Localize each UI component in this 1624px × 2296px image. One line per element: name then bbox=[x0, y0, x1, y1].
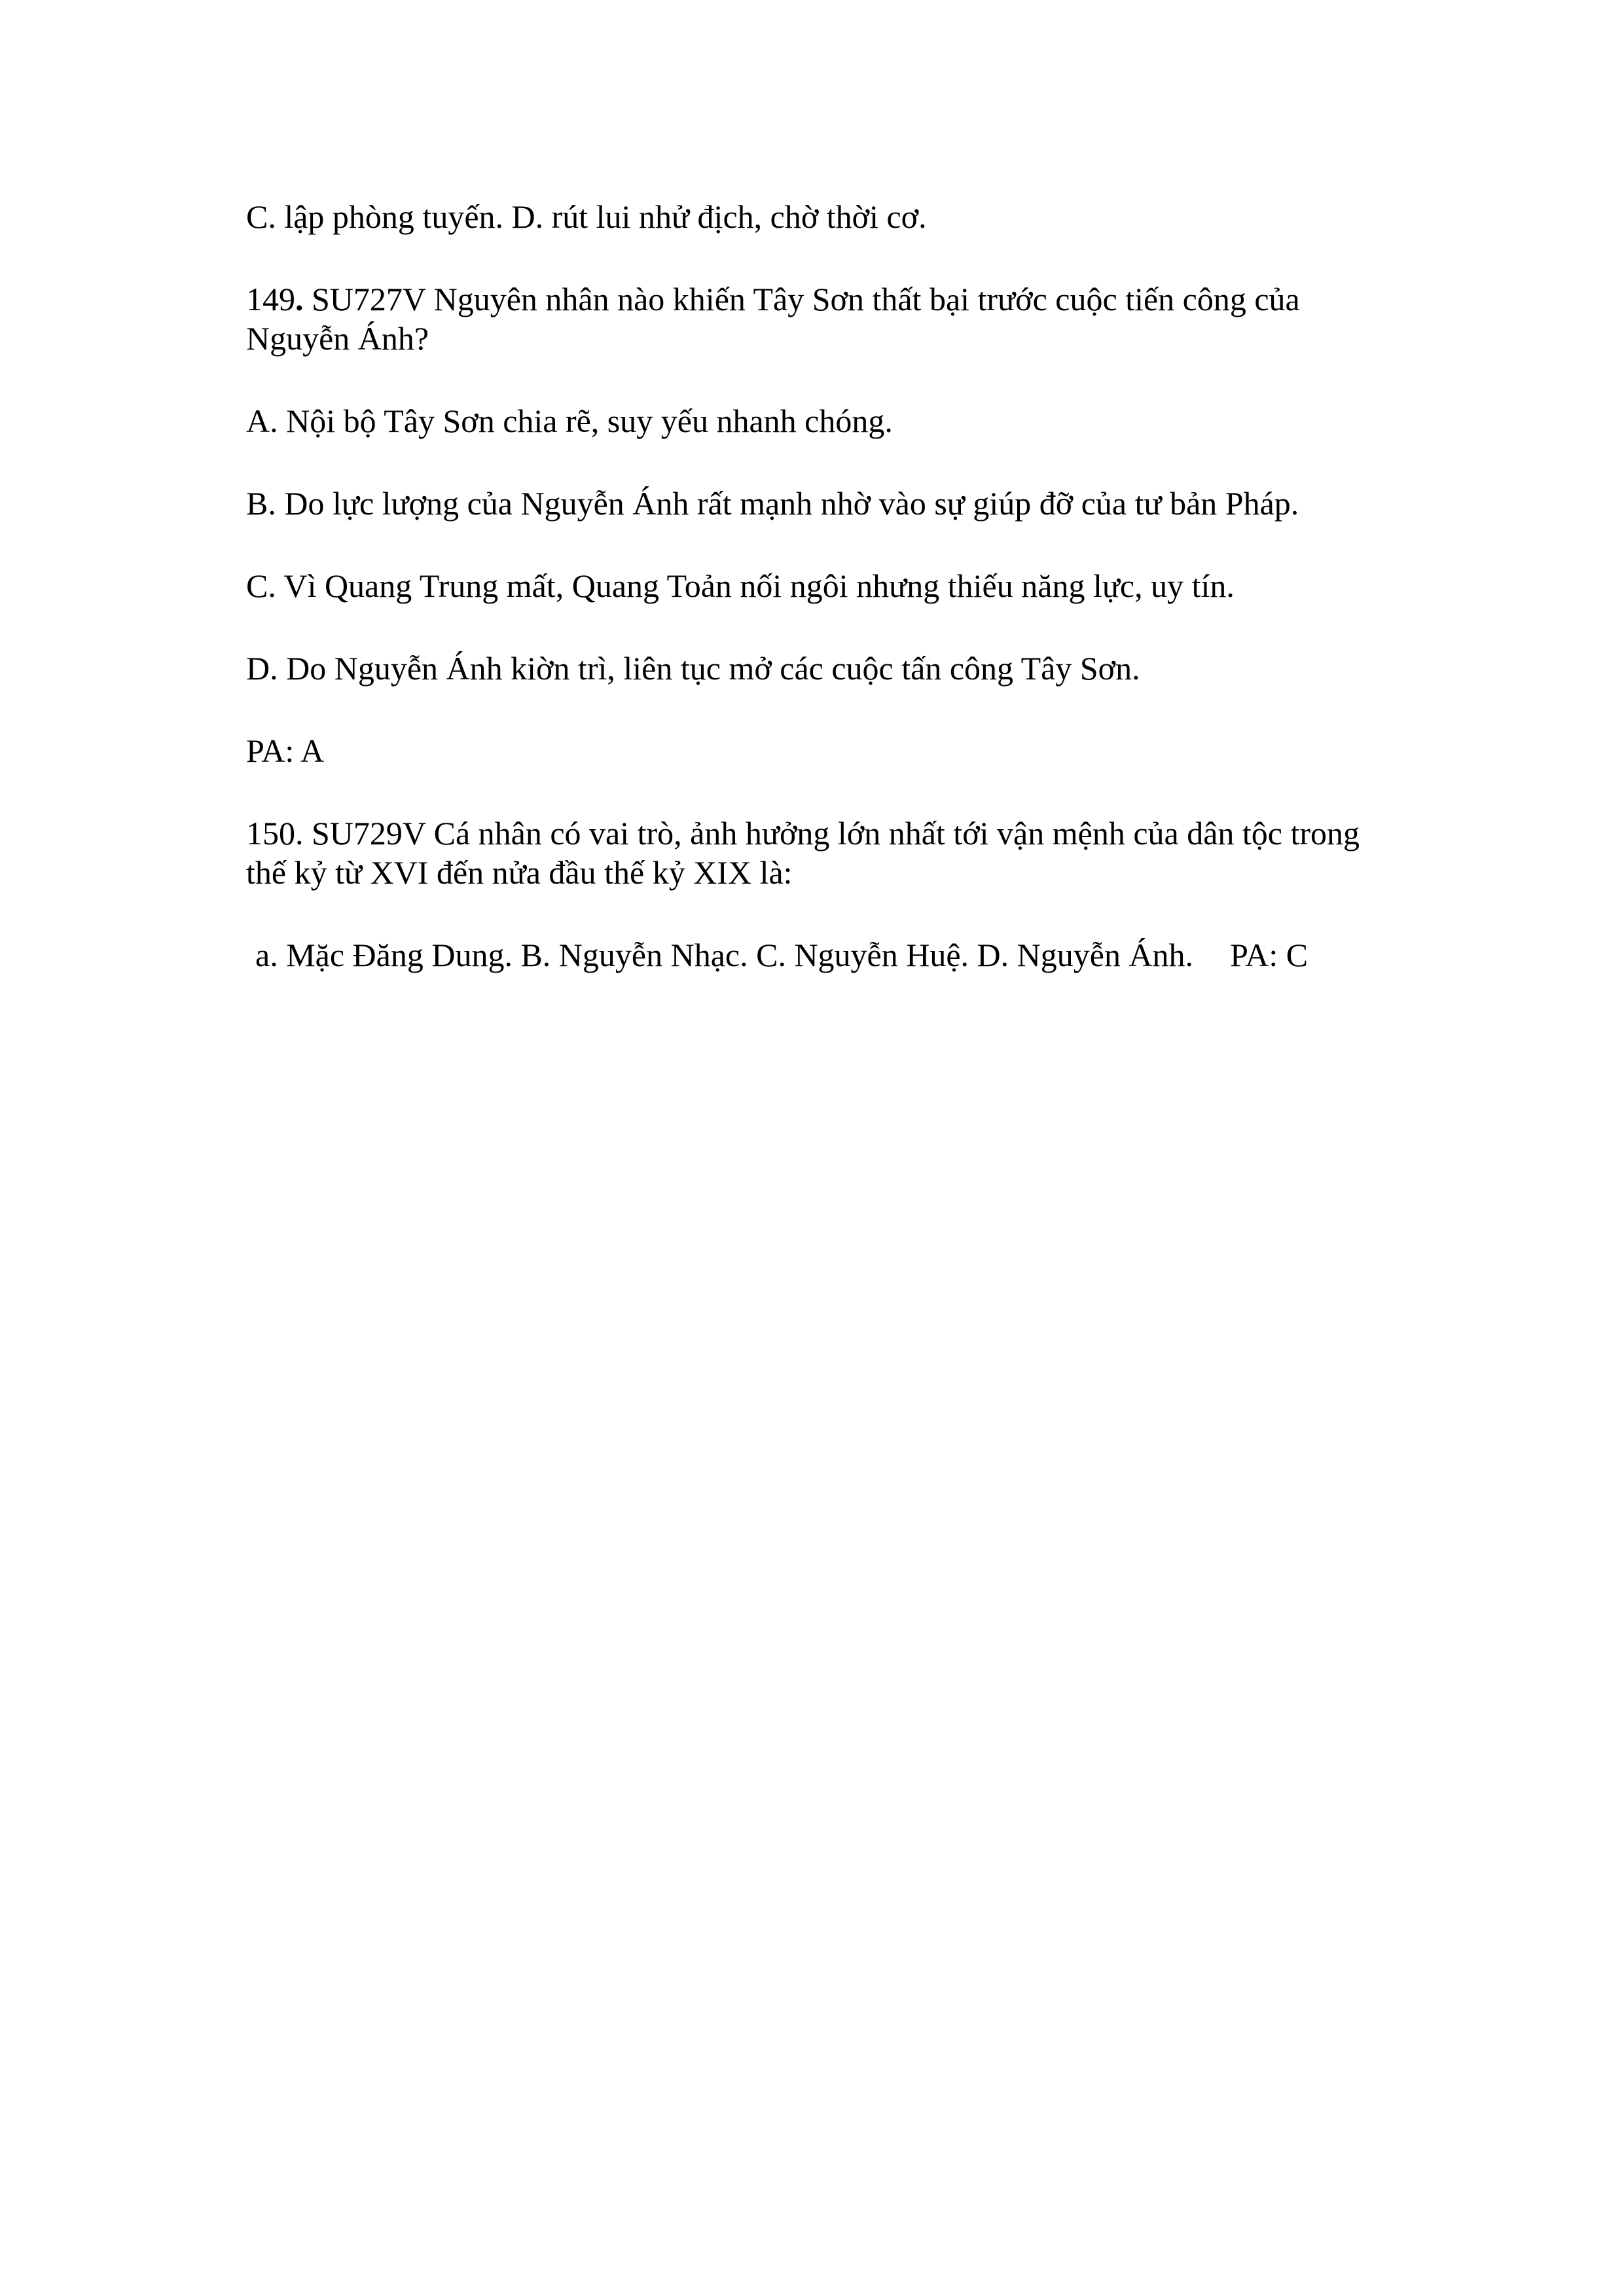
question-150-answer-text: PA: C bbox=[1230, 937, 1308, 973]
question-149-stem-line1 bbox=[246, 279, 1379, 319]
question-150-stem-line2: thế kỷ từ XVI đến nửa đầu thế kỷ XIX là: bbox=[246, 854, 793, 891]
question-149-stem-line1-text: SU727V Nguyên nhân nào khiến Tây Sơn thất bại trước cuộc tiến công của bbox=[312, 281, 1300, 317]
question-149-option-b-text: B. Do lực lượng của Nguyễn Ánh rất mạnh nhờ vào sự giúp đỡ của tư bản Pháp. bbox=[246, 485, 1299, 522]
question-148-options-cd-text: C. lập phòng tuyến. D. rút lui nhử địch, chờ thời cơ. bbox=[246, 198, 927, 235]
question-149-number: 149 bbox=[246, 281, 295, 317]
question-149-option-c-text: C. Vì Quang Trung mất, Quang Toản nối ngôi nhưng thiếu năng lực, uy tín. bbox=[246, 567, 1235, 604]
question-150-options-text: a. Mặc Đăng Dung. B. Nguyễn Nhạc. C. Nguyễn Huệ. D. Nguyễn Ánh. bbox=[255, 937, 1194, 973]
question-150-options-line bbox=[246, 935, 1379, 975]
question-149-stem bbox=[246, 279, 1379, 358]
document-page bbox=[246, 197, 1379, 1018]
question-148-options-cd-line bbox=[246, 197, 1379, 236]
question-149-option-d bbox=[246, 649, 1379, 688]
question-149-option-a bbox=[246, 401, 1379, 440]
question-149-number-dot: . bbox=[295, 281, 304, 317]
question-149-option-b bbox=[246, 484, 1379, 523]
question-150-stem bbox=[246, 814, 1379, 892]
question-149-option-c bbox=[246, 566, 1379, 605]
question-150-stem-line1: 150. SU729V Cá nhân có vai trò, ảnh hưởng lớn nhất tới vận mệnh của dân tộc trong bbox=[246, 815, 1360, 852]
question-149-answer-text: PA: A bbox=[246, 732, 325, 769]
question-149-answer bbox=[246, 731, 1379, 770]
question-149-stem-line2: Nguyễn Ánh? bbox=[246, 320, 429, 357]
question-149-option-d-text: D. Do Nguyễn Ánh kiờn trì, liên tục mở các cuộc tấn công Tây Sơn. bbox=[246, 650, 1140, 687]
question-149-option-a-text: A. Nội bộ Tây Sơn chia rẽ, suy yếu nhanh chóng. bbox=[246, 403, 893, 439]
